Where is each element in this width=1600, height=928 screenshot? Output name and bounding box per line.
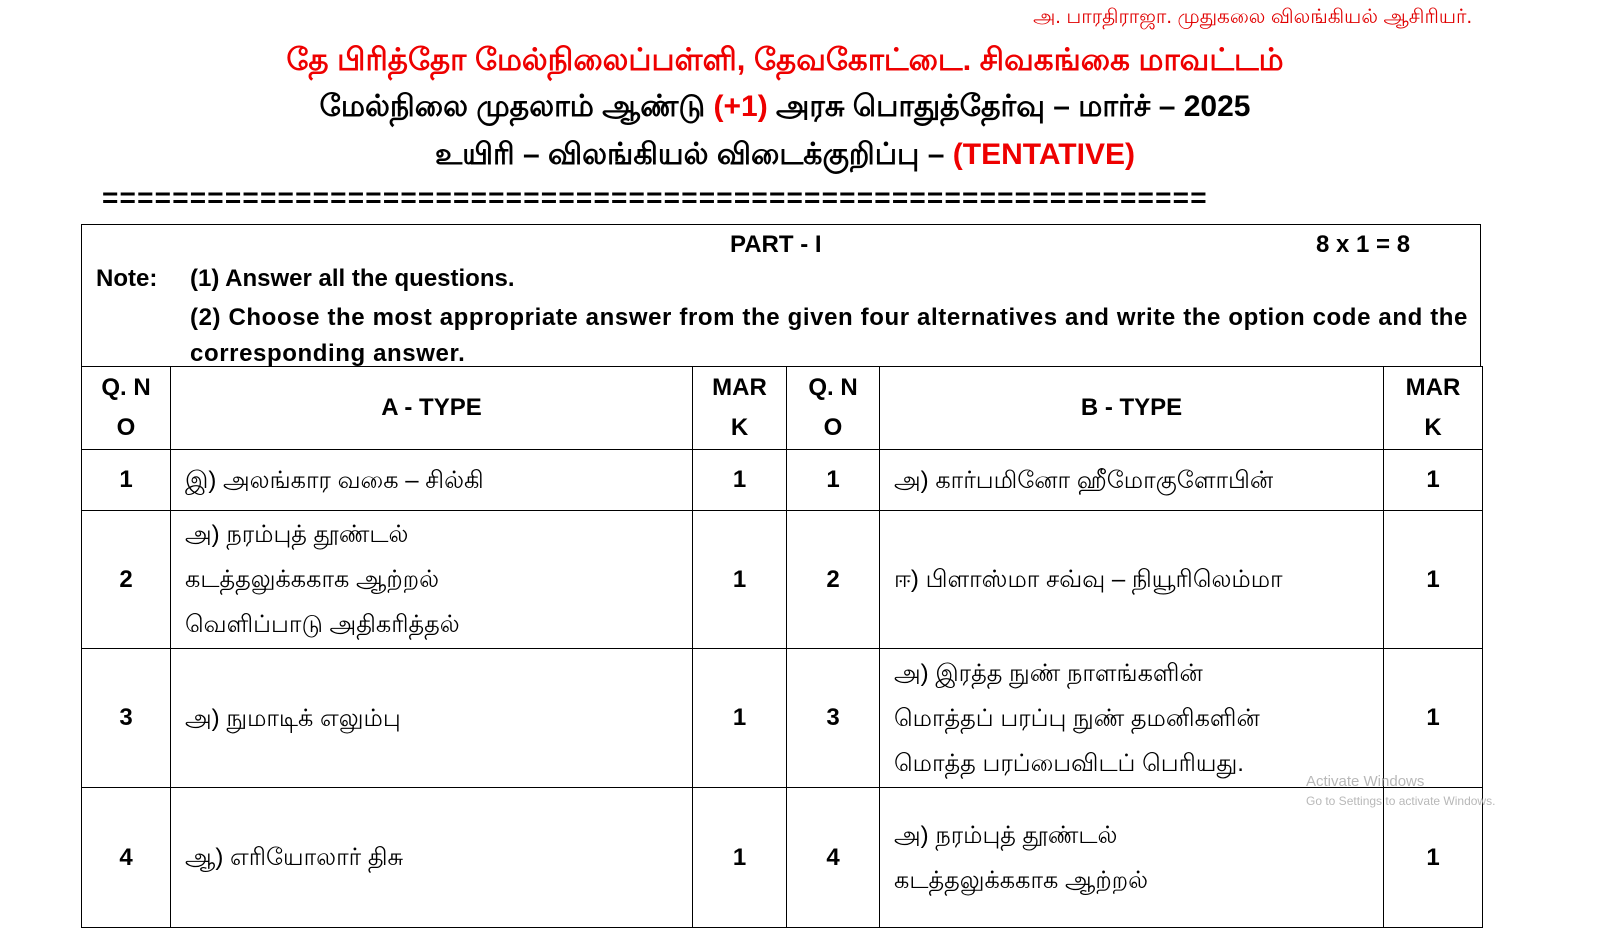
answer-line: ஈ) பிளாஸ்மா சவ்வு – நியூரிலெம்மா (894, 566, 1283, 593)
q-number-a: 2 (82, 511, 171, 649)
header-qno-a: Q. NO (82, 367, 171, 450)
table-row (82, 450, 1483, 511)
answer-line: ஆ) எரியோலார் திசு (185, 844, 404, 871)
header-mark-a: MARK (693, 367, 787, 450)
subject-title (0, 138, 1570, 176)
answer-a (171, 511, 693, 649)
table-row (82, 649, 1483, 788)
q-number-a: 1 (82, 450, 171, 511)
answer-a (171, 450, 693, 511)
mark-b: 1 (1384, 788, 1483, 928)
part-title: PART - I (730, 231, 822, 258)
answer-line: மொத்தப் பரப்பு நுண் தமனிகளின் (894, 704, 1260, 732)
answer-b (880, 788, 1384, 928)
header-a-type: A - TYPE (171, 367, 693, 450)
mark-a: 1 (693, 788, 787, 928)
table-header-row (82, 367, 1483, 450)
header-mark-b: MARK (1384, 367, 1483, 450)
answer-line: வெளிப்பாடு அதிகரித்தல் (185, 611, 460, 638)
note-2: (2) Choose the most appropriate answer from the given four alternatives and write the option code and the corresponding answer. (190, 304, 1468, 367)
watermark-title: Activate Windows (1306, 773, 1425, 790)
table-row (82, 511, 1483, 649)
table-row (82, 788, 1483, 928)
mark-b: 1 (1384, 511, 1483, 649)
answer-b (880, 450, 1384, 511)
exam-title (0, 90, 1570, 128)
mark-b: 1 (1384, 450, 1483, 511)
subject-text: உயிரி – விலங்கியல் விடைக்குறிப்பு – (435, 138, 945, 171)
answer-line: அ) இரத்த நுண் நாளங்களின் (894, 659, 1203, 687)
separator-line: =============================================================== (102, 182, 1208, 213)
answer-line: அ) நரம்புத் தூண்டல் (185, 521, 409, 548)
answer-line: அ) கார்பமினோ ஹீமோகுளோபின் (894, 466, 1274, 494)
header-qno-b: Q. NO (787, 367, 880, 450)
q-number-b: 3 (787, 649, 880, 788)
q-number-b: 4 (787, 788, 880, 928)
answer-line: அ) நரம்புத் தூண்டல் (894, 821, 1118, 849)
answer-b (880, 511, 1384, 649)
note-1: (1) Answer all the questions. (190, 265, 515, 292)
answer-line: அ) நுமாடிக் எலும்பு (185, 704, 401, 732)
answer-line: கடத்தலுக்ககாக ஆற்றல் (894, 866, 1149, 894)
q-number-b: 2 (787, 511, 880, 649)
part-score: 8 x 1 = 8 (1316, 231, 1411, 258)
author-line: அ. பாரதிராஜா. முதுகலை விலங்கியல் ஆசிரியர். (1033, 6, 1472, 28)
answer-a (171, 788, 693, 928)
tentative-label: (TENTATIVE) (952, 138, 1135, 171)
exam-suffix: அரசு பொதுத்தேர்வு – மார்ச் – 2025 (776, 90, 1251, 123)
mark-b: 1 (1384, 649, 1483, 788)
mark-a: 1 (693, 511, 787, 649)
note-label: Note: (96, 265, 158, 292)
q-number-a: 3 (82, 649, 171, 788)
school-title: தே பிரித்தோ மேல்நிலைப்பள்ளி, தேவகோட்டை. சிவகங்கை மாவட்டம் (286, 42, 1284, 77)
exam-class: (+1) (713, 90, 768, 123)
header-b-type: B - TYPE (880, 367, 1384, 450)
exam-prefix: மேல்நிலை முதலாம் ஆண்டு (319, 90, 706, 123)
answer-b (880, 649, 1384, 788)
answer-line: மொத்த பரப்பைவிடப் பெரியது. (894, 749, 1244, 777)
mark-a: 1 (693, 450, 787, 511)
mark-a: 1 (693, 649, 787, 788)
answer-a (171, 649, 693, 788)
q-number-b: 1 (787, 450, 880, 511)
watermark-subtitle: Go to Settings to activate Windows. (1306, 794, 1496, 808)
q-number-a: 4 (82, 788, 171, 928)
part-header (81, 224, 1481, 366)
answer-line: கடத்தலுக்ககாக ஆற்றல் (185, 566, 440, 593)
answer-table (81, 366, 1483, 928)
answer-line: இ) அலங்கார வகை – சில்கி (185, 466, 484, 494)
